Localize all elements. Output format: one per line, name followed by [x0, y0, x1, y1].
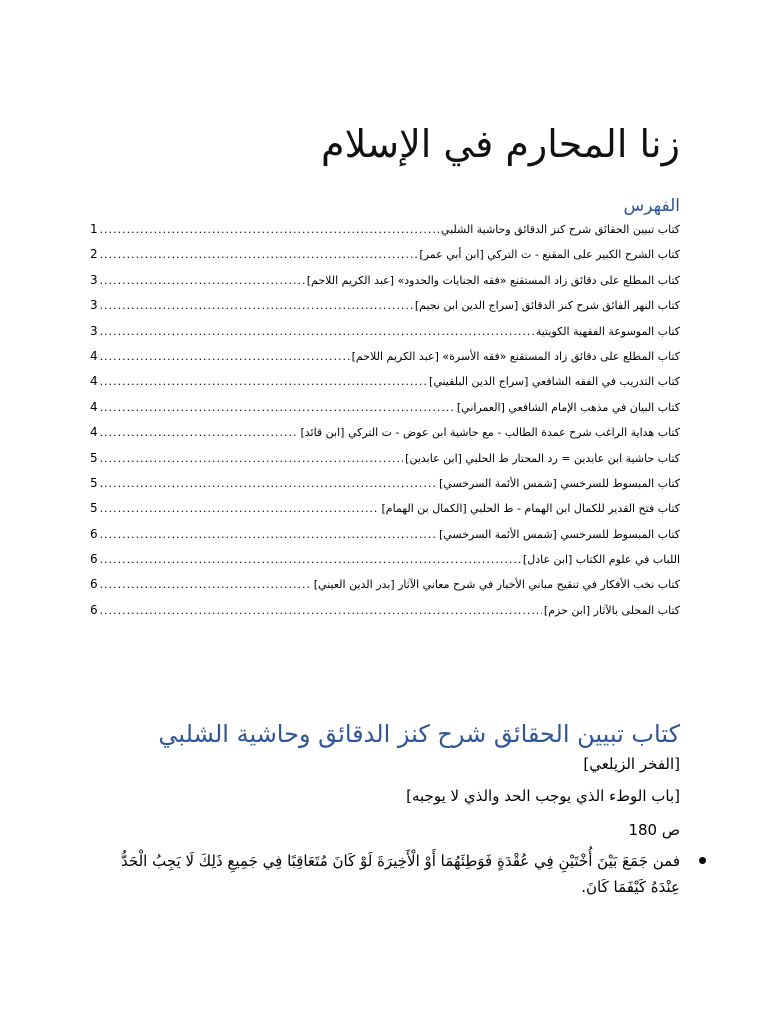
toc-leader-dots — [100, 399, 455, 417]
toc-entry-page: 6 — [90, 602, 98, 617]
toc-entry-page: 4 — [90, 399, 98, 414]
toc-leader-dots — [100, 500, 380, 518]
section-page-ref: ص 180 — [628, 821, 680, 839]
toc-entry-title: كتاب فتح القدير للكمال ابن الهمام - ط الحلبي [الكمال بن الهمام] — [381, 502, 680, 516]
toc-entry[interactable] — [90, 271, 680, 296]
toc-entry-page: 3 — [90, 323, 98, 338]
toc-leader-dots — [100, 323, 534, 341]
bullet-text: فمن جَمَعَ بَيْنَ أُخْتَيْنِ فِي عُقْدَةٍ فَوَطِئَهُمَا أَوْ الْأَخِيرَةَ لَوْ كَانَ مُتَعَاقِبًا فِي جَمِيعِ ذَلِكَ لَا يَجِبُ الْحَدُّ عِنْدَهُ كَيْفَمَا كَانَ. — [121, 852, 680, 896]
toc-entry[interactable] — [90, 245, 680, 270]
toc-entry-title: كتاب تبيين الحقائق شرح كنز الدقائق وحاشية الشلبي — [440, 223, 680, 236]
toc-entry[interactable] — [90, 398, 680, 423]
toc-entry[interactable] — [90, 601, 680, 626]
toc-entry[interactable] — [90, 296, 680, 321]
toc-entry-title: كتاب المطلع على دقائق زاد المستقنع «فقه الأسرة» [عبد الكريم اللاحم] — [351, 349, 680, 363]
toc-entry[interactable] — [90, 550, 680, 575]
toc-entry-title: كتاب نخب الأفكار في تنقيح مباني الأخبار في شرح معاني الآثار [بدر الدين العيني] — [313, 578, 680, 592]
toc-leader-dots — [100, 551, 521, 569]
section-author: [الفخر الزيلعي] — [583, 755, 680, 773]
toc-entry-title: كتاب النهر الفائق شرح كنز الدقائق [سراج الدين ابن نجيم] — [414, 299, 680, 313]
toc-entry-page: 5 — [90, 501, 98, 516]
toc-entry-title: كتاب المحلى بالآثار [ابن حزم] — [543, 603, 680, 617]
toc-leader-dots — [100, 424, 299, 442]
toc-leader-dots — [100, 221, 439, 239]
toc-entry[interactable] — [90, 499, 680, 524]
toc-entry-page: 3 — [90, 272, 98, 287]
toc-entry-page: 6 — [90, 552, 98, 567]
toc-entry-page: 6 — [90, 577, 98, 592]
document-title: زنا المحارم في الإسلام — [321, 122, 680, 166]
section-chapter: [باب الوطء الذي يوجب الحد والذي لا يوجبه] — [406, 787, 680, 805]
toc-entry-title: اللباب في علوم الكتاب [ابن عادل] — [522, 553, 680, 567]
toc-entry-title: كتاب المبسوط للسرخسي [شمس الأئمة السرخسي] — [438, 527, 680, 541]
toc-leader-dots — [100, 297, 413, 315]
toc-leader-dots — [100, 272, 305, 290]
toc-entry-page: 2 — [90, 247, 98, 262]
toc-entry[interactable] — [90, 575, 680, 600]
toc-entry-page: 4 — [90, 374, 98, 389]
toc-leader-dots — [100, 348, 350, 366]
toc-entry-title: كتاب المطلع على دقائق زاد المستقنع «فقه الجنايات والحدود» [عبد الكريم اللاحم] — [306, 273, 680, 287]
toc-entry-page: 1 — [90, 222, 98, 236]
toc-entry[interactable] — [90, 372, 680, 397]
toc-leader-dots — [100, 576, 312, 594]
toc-heading: الفهرس — [623, 196, 680, 216]
toc-leader-dots — [100, 602, 542, 620]
bullet-icon — [699, 857, 706, 864]
toc-entry-title: كتاب المبسوط للسرخسي [شمس الأئمة السرخسي] — [438, 476, 680, 490]
toc-entry[interactable] — [90, 423, 680, 448]
toc-entry-title: كتاب هداية الراغب شرح عمدة الطالب - مع حاشية ابن عوض - ت التركي [ابن قائد] — [300, 426, 680, 440]
toc-entry[interactable] — [90, 220, 680, 245]
toc-entry[interactable] — [90, 322, 680, 347]
toc-leader-dots — [100, 475, 437, 493]
toc-leader-dots — [100, 450, 404, 468]
toc-leader-dots — [100, 246, 418, 264]
toc-entry-page: 5 — [90, 475, 98, 490]
table-of-contents — [90, 220, 680, 626]
toc-leader-dots — [100, 373, 427, 391]
toc-entry-title: كتاب التدريب في الفقه الشافعي [سراج الدين البلقيني] — [429, 375, 680, 389]
toc-entry-page: 5 — [90, 450, 98, 465]
toc-entry[interactable] — [90, 449, 680, 474]
toc-entry[interactable] — [90, 474, 680, 499]
bullet-paragraph — [98, 848, 680, 900]
toc-entry-page: 4 — [90, 348, 98, 363]
toc-entry-page: 4 — [90, 425, 98, 440]
section-heading: كتاب تبيين الحقائق شرح كنز الدقائق وحاشية الشلبي — [158, 720, 680, 748]
toc-entry-title: كتاب البيان في مذهب الإمام الشافعي [العمراني] — [456, 400, 680, 414]
toc-entry-title: كتاب الموسوعة الفقهية الكويتية — [535, 324, 680, 338]
toc-entry-page: 3 — [90, 298, 98, 313]
toc-leader-dots — [100, 526, 437, 544]
toc-entry-title: كتاب الشرح الكبير على المقنع - ت التركي [ابن أبي عمر] — [419, 248, 680, 262]
toc-entry-page: 6 — [90, 526, 98, 541]
toc-entry-title: كتاب حاشية ابن عابدين = رد المحتار ط الحلبي [ابن عابدين] — [405, 451, 680, 465]
toc-entry[interactable] — [90, 347, 680, 372]
toc-entry[interactable] — [90, 525, 680, 550]
